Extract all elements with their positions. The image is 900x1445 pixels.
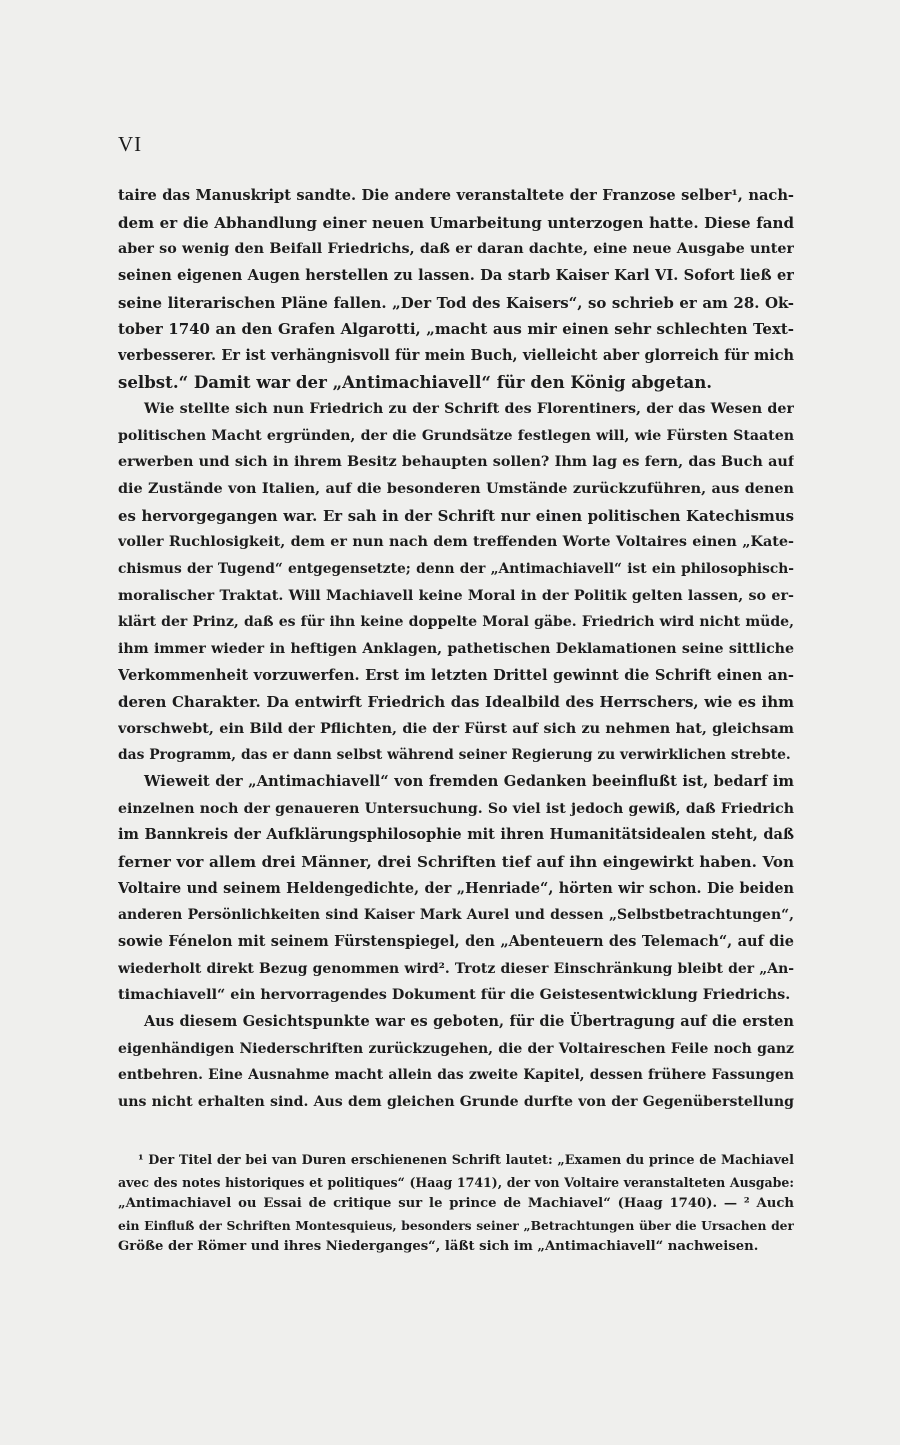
text-line: verbesserer. Er ist verhängnisvoll für mein Buch, vielleicht aber glorreich für mich [118, 346, 794, 364]
text-line: seinen eigenen Augen herstellen zu lassen. Da starb Kaiser Karl VI. Sofort ließ er [118, 266, 794, 284]
text-line: einzelnen noch der genaueren Untersuchung. So viel ist jedoch gewiß, daß Friedrich [118, 800, 794, 817]
footnote-line: „Antimachiavel ou Essai de critique sur le prince de Machiavel“ (Haag 1740). — ² Auch [118, 1196, 794, 1212]
text-line: Wieweit der „Antimachiavell“ von fremden Gedanken beeinflußt ist, bedarf im [144, 773, 794, 791]
text-line: Aus diesem Gesichtspunkte war es geboten, für die Übertragung auf die ersten [144, 1012, 794, 1030]
text-line: Voltaire und seinem Heldengedichte, der „Henriade“, hörten wir schon. Die beiden [118, 879, 794, 897]
text-line: wiederholt direkt Bezug genommen wird². Trotz dieser Einschränkung bleibt der „An- [118, 960, 794, 977]
body-text [118, 183, 794, 1115]
text-line: voller Ruchlosigkeit, dem er nun nach dem treffenden Worte Voltaires einen „Kate- [118, 534, 794, 551]
page-number: VI [118, 132, 143, 156]
text-line: anderen Persönlichkeiten sind Kaiser Mark Aurel und dessen „Selbstbetrachtungen“, [118, 907, 794, 924]
text-line: politischen Macht ergründen, der die Grundsätze festlegen will, wie Fürsten Staaten [118, 427, 794, 444]
footnote-line: Größe der Römer und ihres Niederganges“, läßt sich im „Antimachiavell“ nachweisen. [118, 1239, 759, 1255]
footnotes [118, 1150, 794, 1258]
text-line: selbst.“ Damit war der „Antimachiavell“ für den König abgetan. [118, 372, 713, 393]
text-line: timachiavell“ ein hervorragendes Dokument für die Geistesentwicklung Friedrichs. [118, 986, 791, 1004]
footnote-line: avec des notes historiques et politiques“ (Haag 1741), der von Voltaire veranstalteten Ausgabe: [118, 1174, 794, 1190]
footnote-line: ¹ Der Titel der bei van Duren erschienenen Schrift lautet: „Examen du prince de Machiavel [138, 1153, 794, 1168]
text-line: taire das Manuskript sandte. Die andere veranstaltete der Franzose selber¹, nach- [118, 187, 794, 204]
text-line: klärt der Prinz, daß es für ihn keine doppelte Moral gäbe. Friedrich wird nicht müde, [118, 614, 794, 631]
text-line: Verkommenheit vorzuwerfen. Erst im letzten Drittel gewinnt die Schrift einen an- [118, 666, 794, 684]
text-line: es hervorgegangen war. Er sah in der Schrift nur einen politischen Katechismus [118, 506, 794, 525]
text-line: Wie stellte sich nun Friedrich zu der Schrift des Florentiners, der das Wesen der [144, 401, 794, 418]
text-line: uns nicht erhalten sind. Aus dem gleichen Grunde durfte von der Gegenüberstellung [118, 1093, 794, 1110]
text-line: ihm immer wieder in heftigen Anklagen, pathetischen Deklamationen seine sittliche [118, 640, 794, 657]
footnote-line: ein Einfluß der Schriften Montesquieus, besonders seiner „Betrachtungen über die Ursachen der [118, 1217, 794, 1233]
text-line: das Programm, das er dann selbst während seiner Regierung zu verwirklichen strebte. [118, 747, 791, 764]
text-line: seine literarischen Pläne fallen. „Der Tod des Kaisers“, so schrieb er am 28. Ok- [118, 293, 794, 312]
text-line: moralischer Traktat. Will Machiavell keine Moral in der Politik gelten lassen, so er- [118, 587, 794, 604]
text-line: sowie Fénelon mit seinem Fürstenspiegel, den „Abenteuern des Telemach“, auf die [118, 932, 794, 950]
text-line: im Bannkreis der Aufklärungsphilosophie mit ihren Humanitätsidealen steht, daß [118, 826, 794, 844]
text-line: dem er die Abhandlung einer neuen Umarbeitung unterzogen hatte. Diese fand [118, 213, 794, 232]
text-line: die Zustände von Italien, auf die besonderen Umstände zurückzuführen, aus denen [118, 480, 794, 498]
text-line: aber so wenig den Beifall Friedrichs, daß er daran dachte, eine neue Ausgabe unter [118, 241, 794, 258]
text-line: vorschwebt, ein Bild der Pflichten, die der Fürst auf sich zu nehmen hat, gleichsam [118, 720, 794, 737]
text-line: chismus der Tugend“ entgegensetzte; denn der „Antimachiavell“ ist ein philosophisch- [118, 560, 794, 577]
text-line: eigenhändigen Niederschriften zurückzugehen, die der Voltaireschen Feile noch ganz [118, 1040, 794, 1057]
text-line: erwerben und sich in ihrem Besitz behaupten sollen? Ihm lag es fern, das Buch auf [118, 454, 794, 471]
text-line: deren Charakter. Da entwirft Friedrich das Idealbild des Herrschers, wie es ihm [118, 693, 794, 712]
text-line: tober 1740 an den Grafen Algarotti, „macht aus mir einen sehr schlechten Text- [118, 320, 794, 339]
text-line: entbehren. Eine Ausnahme macht allein das zweite Kapitel, dessen frühere Fassungen [118, 1067, 794, 1084]
text-line: ferner vor allem drei Männer, drei Schriften tief auf ihn eingewirkt haben. Von [118, 853, 794, 872]
